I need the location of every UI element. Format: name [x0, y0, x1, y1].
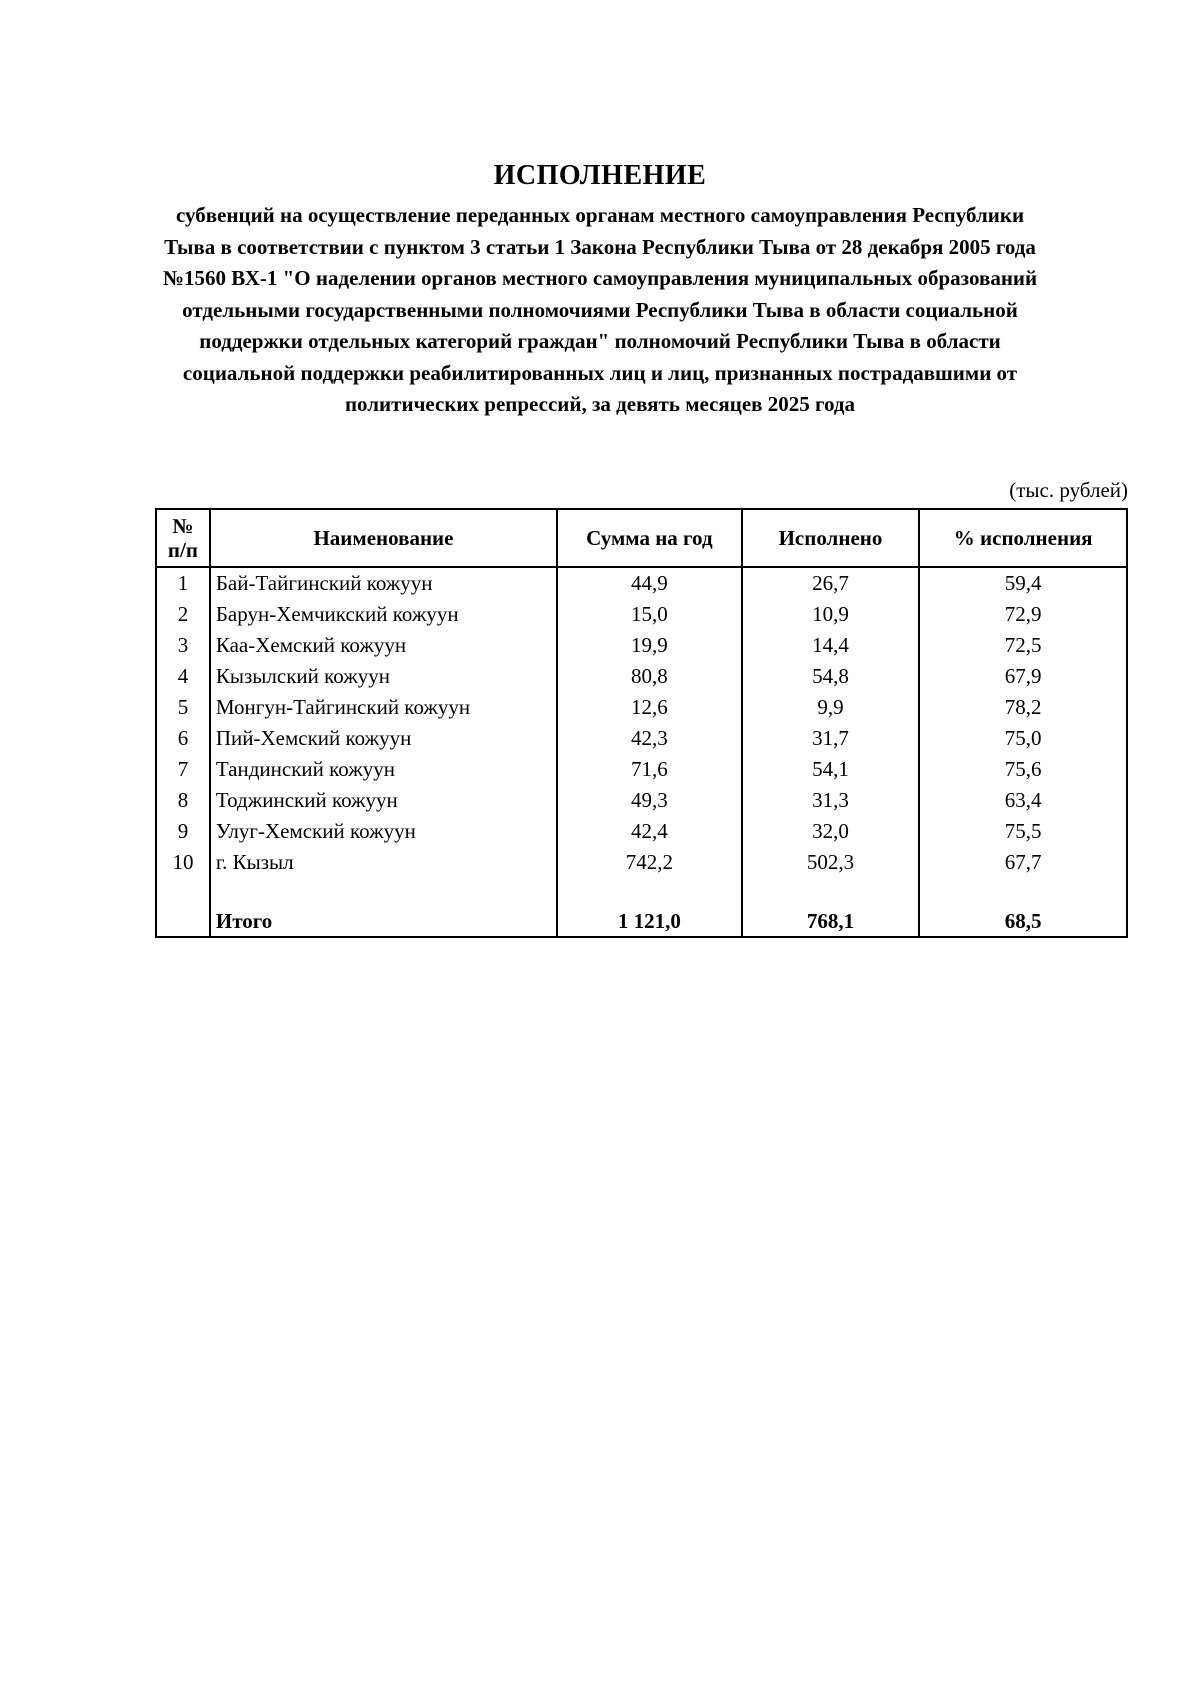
table-row [156, 847, 1127, 878]
row-executed: 14,4 [742, 630, 920, 661]
row-executed: 10,9 [742, 599, 920, 630]
document-subtitle: субвенций на осуществление переданных органам местного самоуправления Республики Тыва в соответствии с пунктом 3 статьи 1 Закона Республики Тыва от 28 декабря 2005 года №1560 ВХ-1 "О наделении органов местного самоуправления муниципальных образований отдельными государственными полномочиями Республики Тыва в области социальной поддержки отдельных категорий граждан" полномочий Республики Тыва в области социальной поддержки реабилитированных лиц и лиц, признанных пострадавшими от политических репрессий, за девять месяцев 2025 года [162, 203, 1038, 416]
units-label: (тыс. рублей) [1009, 478, 1128, 502]
table-row [156, 567, 1127, 599]
table-row [156, 692, 1127, 723]
row-executed: 32,0 [742, 816, 920, 847]
spacer-cell [742, 878, 920, 906]
row-percent: 75,0 [919, 723, 1127, 754]
row-executed: 31,7 [742, 723, 920, 754]
table-row [156, 599, 1127, 630]
row-percent: 63,4 [919, 785, 1127, 816]
row-number: 6 [156, 723, 210, 754]
total-label: Итого [210, 906, 557, 937]
row-annual: 19,9 [557, 630, 742, 661]
table-row [156, 754, 1127, 785]
total-executed: 768,1 [742, 906, 920, 937]
row-executed: 54,1 [742, 754, 920, 785]
row-number: 5 [156, 692, 210, 723]
row-name: Пий-Хемский кожуун [210, 723, 557, 754]
row-percent: 67,9 [919, 661, 1127, 692]
header-number-line1: № [172, 514, 194, 538]
row-percent: 59,4 [919, 567, 1127, 599]
row-annual: 15,0 [557, 599, 742, 630]
header-percent: % исполнения [919, 509, 1127, 567]
row-number: 3 [156, 630, 210, 661]
row-number: 10 [156, 847, 210, 878]
spacer-cell [919, 878, 1127, 906]
total-row [156, 906, 1127, 937]
row-executed: 9,9 [742, 692, 920, 723]
row-executed: 31,3 [742, 785, 920, 816]
spacer-row [156, 878, 1127, 906]
table-row [156, 723, 1127, 754]
row-annual: 42,4 [557, 816, 742, 847]
row-annual: 42,3 [557, 723, 742, 754]
row-name: Барун-Хемчикский кожуун [210, 599, 557, 630]
row-percent: 72,5 [919, 630, 1127, 661]
header-executed: Исполнено [742, 509, 920, 567]
table-header [156, 509, 1127, 567]
table-row [156, 785, 1127, 816]
table-row [156, 661, 1127, 692]
row-name: Каа-Хемский кожуун [210, 630, 557, 661]
row-executed: 26,7 [742, 567, 920, 599]
row-percent: 75,6 [919, 754, 1127, 785]
row-percent: 67,7 [919, 847, 1127, 878]
row-name: г. Кызыл [210, 847, 557, 878]
row-executed: 502,3 [742, 847, 920, 878]
row-number: 9 [156, 816, 210, 847]
header-number-line2: п/п [167, 538, 198, 562]
document-title: ИСПОЛНЕНИЕ [493, 160, 707, 191]
total-number [156, 906, 210, 937]
row-name: Кызылский кожуун [210, 661, 557, 692]
row-number: 1 [156, 567, 210, 599]
row-number: 8 [156, 785, 210, 816]
row-executed: 54,8 [742, 661, 920, 692]
row-name: Бай-Тайгинский кожуун [210, 567, 557, 599]
total-annual: 1 121,0 [557, 906, 742, 937]
row-annual: 12,6 [557, 692, 742, 723]
row-number: 2 [156, 599, 210, 630]
table-row [156, 630, 1127, 661]
row-annual: 742,2 [557, 847, 742, 878]
spacer-cell [210, 878, 557, 906]
table-row [156, 816, 1127, 847]
total-percent: 68,5 [919, 906, 1127, 937]
header-number [156, 509, 210, 567]
header-row [156, 509, 1127, 567]
row-name: Тоджинский кожуун [210, 785, 557, 816]
row-annual: 71,6 [557, 754, 742, 785]
row-name: Улуг-Хемский кожуун [210, 816, 557, 847]
row-name: Монгун-Тайгинский кожуун [210, 692, 557, 723]
row-annual: 44,9 [557, 567, 742, 599]
row-name: Тандинский кожуун [210, 754, 557, 785]
spacer-cell [156, 878, 210, 906]
row-number: 7 [156, 754, 210, 785]
header-name: Наименование [210, 509, 557, 567]
row-annual: 49,3 [557, 785, 742, 816]
table-body [156, 567, 1127, 937]
row-percent: 78,2 [919, 692, 1127, 723]
row-percent: 75,5 [919, 816, 1127, 847]
header-annual: Сумма на год [557, 509, 742, 567]
row-number: 4 [156, 661, 210, 692]
row-percent: 72,9 [919, 599, 1127, 630]
row-annual: 80,8 [557, 661, 742, 692]
execution-table [155, 508, 1128, 938]
spacer-cell [557, 878, 742, 906]
